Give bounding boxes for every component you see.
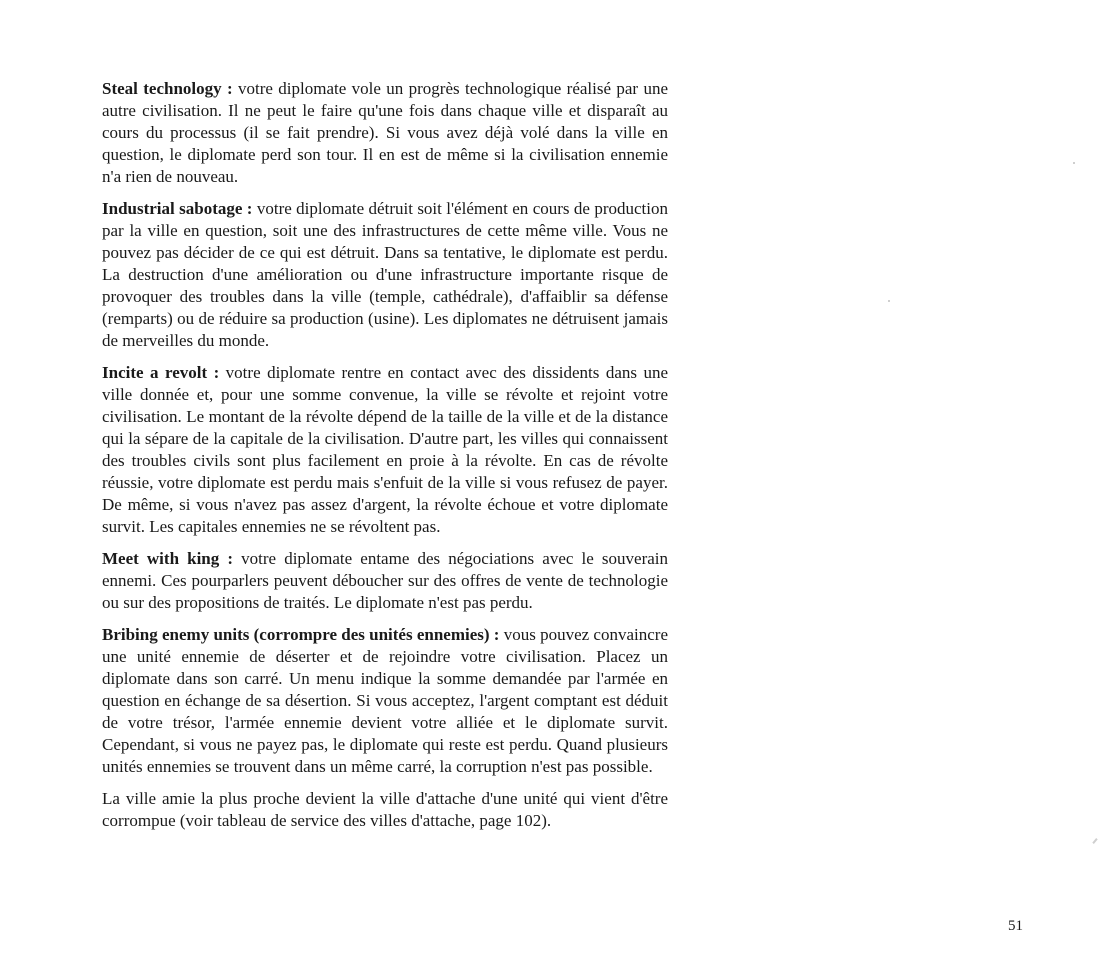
paragraph-meet-with-king — [102, 548, 668, 614]
paragraph-text: vous pouvez convaincre une unité ennemie de déserter et de rejoindre votre civilisation. Placez un diplomate dans son carré. Un menu indique la somme demandée par l'armée en question en échange de sa désertion. Si vous acceptez, l'argent comptant est déduit de votre trésor, l'armée ennemie devient votre alliée et le diplomate survit. Cependant, si vous ne payez pas, le diplomate qui reste est perdu. Quand plusieurs unités ennemies se trouvent dans un même carré, la corruption n'est pas possible. — [102, 625, 669, 776]
paragraph-text: votre diplomate entame des négociations avec le souverain ennemi. Ces pourparlers peuvent déboucher sur des offres de vente de technologie ou sur des propositions de traités. Le diplomate n'est pas perdu. — [102, 549, 668, 612]
paragraph-bribing-enemy-units — [102, 624, 668, 778]
paragraph-term: Incite a revolt : — [102, 363, 220, 382]
scan-speck — [888, 300, 890, 302]
paragraph-text: votre diplomate détruit soit l'élément en cours de production par la ville en question, soit une des infrastructures de cette même ville. Vous ne pouvez pas décider de ce qui est détruit. Dans sa tentative, le diplomate est perdu. La destruction d'une amélioration ou d'une infrastructure importante risque de provoquer des troubles dans la ville (temple, cathédrale), d'affaiblir sa défense (remparts) ou de réduire sa production (usine). Les diplomates ne détruisent jamais de merveilles du monde. — [102, 199, 668, 350]
paragraph-text: La ville amie la plus proche devient la ville d'attache d'une unité qui vient d'être corrompue (voir tableau de service des villes d'attache, page 102). — [102, 789, 668, 830]
paragraph-text: votre diplomate vole un progrès technologique réalisé par une autre civilisation. Il ne peut le faire qu'une fois dans chaque ville et disparaît au cours du processus (il se fait prendre). Si vous avez déjà volé dans la ville en question, le diplomate perd son tour. Il en est de même si la civilisation ennemie n'a rien de nouveau. — [102, 79, 668, 186]
paragraph-industrial-sabotage — [102, 198, 668, 352]
paragraph-text: votre diplomate rentre en contact avec des dissidents dans une ville donnée et, pour une somme convenue, la ville se révolte et rejoint votre civilisation. Le montant de la révolte dépend de la taille de la ville et de la distance qui la sépare de la capitale de la civilisation. D'autre part, les villes qui connaissent des troubles civils sont plus facilement en proie à la révolte. En cas de révolte réussie, votre diplomate est perdu mais s'enfuit de la ville si vous refusez de payer. De même, si vous n'avez pas assez d'argent, la révolte échoue et votre diplomate survit. Les capitales ennemies ne se révoltent pas. — [102, 363, 668, 536]
scan-speck — [1073, 162, 1075, 164]
paragraph-term: Steal technology : — [102, 79, 233, 98]
paragraph-term: Bribing enemy units (corrompre des unités ennemies) : — [102, 625, 500, 644]
scan-speck — [1092, 838, 1097, 844]
paragraph-term: Meet with king : — [102, 549, 234, 568]
paragraph-incite-a-revolt — [102, 362, 668, 538]
paragraph-term: Industrial sabotage : — [102, 199, 253, 218]
page-number: 51 — [1008, 918, 1023, 934]
paragraph-closing-note — [102, 788, 668, 832]
body-text — [102, 78, 668, 842]
paragraph-steal-technology — [102, 78, 668, 188]
